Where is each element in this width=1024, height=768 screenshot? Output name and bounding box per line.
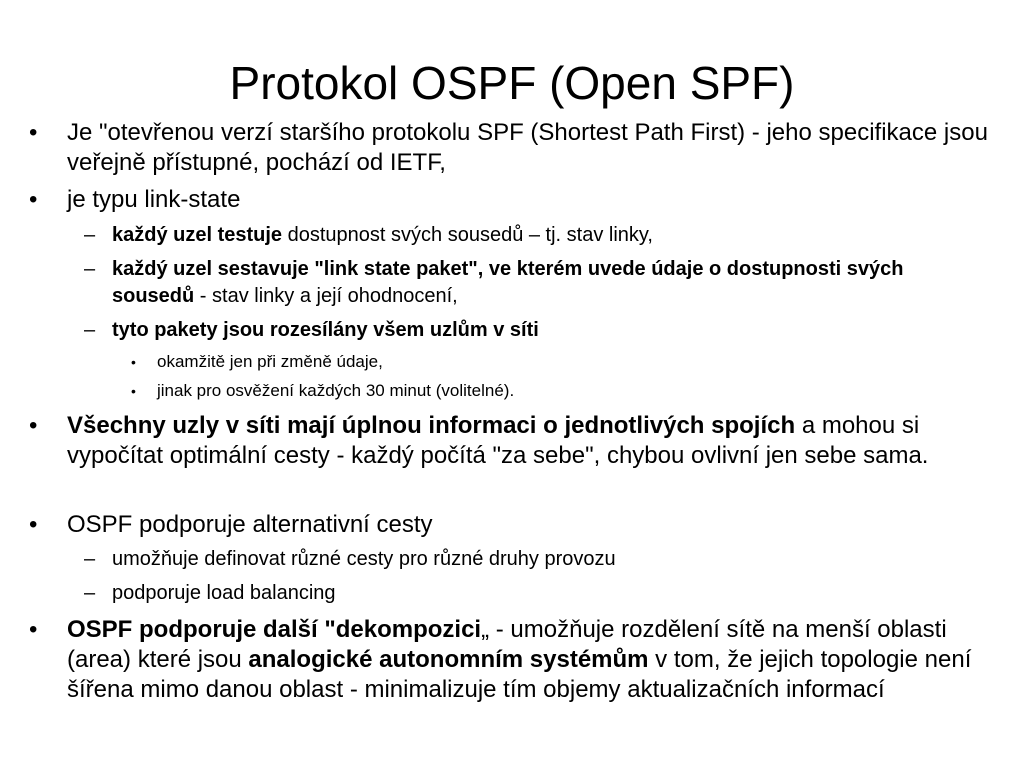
- dash-icon: –: [84, 548, 96, 570]
- item-text: umožňuje definovat různé cesty pro různé druhy provozu: [112, 548, 616, 570]
- item-text: OSPF podporuje alternativní cesty: [67, 511, 433, 538]
- bullet-icon: •: [29, 412, 38, 439]
- list-item: [84, 546, 972, 573]
- bullet-icon: •: [29, 119, 38, 146]
- bullet-icon: •: [131, 354, 136, 370]
- item-text: podporuje load balancing: [112, 582, 336, 604]
- item-bold-text: každý uzel sestavuje "link state paket", ve kterém uvede údaje o dostupnosti svých sousedů: [112, 258, 904, 307]
- dash-icon: –: [84, 319, 96, 341]
- item-text: jinak pro osvěžení každých 30 minut (volitelné).: [157, 381, 515, 400]
- list-item: [131, 379, 977, 403]
- list-item: [84, 317, 972, 344]
- item-bold-text: každý uzel testuje: [112, 224, 283, 246]
- bullet-icon: •: [131, 383, 136, 399]
- item-text: dostupnost svých sousedů – tj. stav linky,: [282, 224, 653, 246]
- list-item: [29, 185, 992, 215]
- item-text: v tom, že jejich topologie není šířena mimo danou oblast - minimalizuje tím objemy aktualizačních informací: [67, 646, 972, 703]
- slide-title: Protokol OSPF (Open SPF): [229, 57, 795, 109]
- item-text: je typu link-state: [67, 186, 241, 213]
- bullet-icon: •: [29, 511, 38, 538]
- dash-icon: –: [84, 582, 96, 604]
- item-bold-text: Všechny uzly v síti mají úplnou informaci o jednotlivých spojích: [67, 412, 796, 439]
- list-item: [29, 411, 992, 471]
- item-bold-text: tyto pakety jsou rozesílány všem uzlům v síti: [112, 319, 539, 341]
- item-text: Je "otevřenou verzí staršího protokolu SPF (Shortest Path First) - jeho specifikace jsou veřejně přístupné, pochází od IETF,: [67, 119, 988, 176]
- bullet-icon: •: [29, 616, 38, 643]
- item-bold-text: OSPF podporuje další "dekompozici: [67, 616, 482, 643]
- list-item: [84, 222, 972, 249]
- list-item: [84, 256, 972, 310]
- dash-icon: –: [84, 258, 96, 280]
- bullet-icon: •: [29, 186, 38, 213]
- list-item: [84, 580, 972, 607]
- item-bold-text: analogické autonomním systémům: [248, 646, 649, 673]
- item-text: a mohou si vypočítat optimální cesty - každý počítá "za sebe", chybou ovlivní jen sebe sama.: [67, 412, 929, 469]
- list-item: [29, 615, 992, 705]
- dash-icon: –: [84, 224, 96, 246]
- list-item: [29, 510, 992, 540]
- item-text: „ - umožňuje rozdělení sítě na menší oblasti (area) které jsou: [67, 616, 947, 673]
- item-text: okamžitě jen při změně údaje,: [157, 352, 383, 371]
- item-text: - stav linky a její ohodnocení,: [194, 285, 458, 307]
- list-item: [29, 118, 992, 178]
- list-item: [131, 350, 977, 374]
